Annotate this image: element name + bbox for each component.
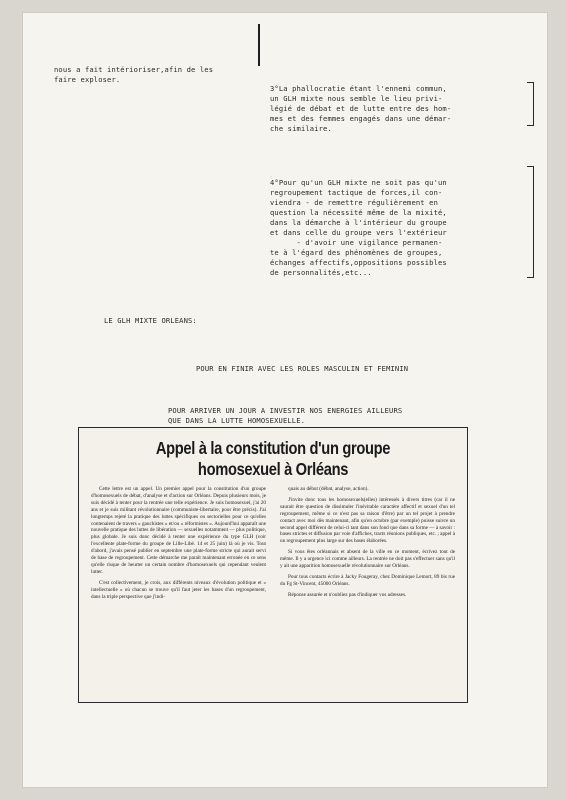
clipping-paragraph: Cette lettre est un appel. Un premier appel pour la constitution d'un groupe d'homosexuels de débat, d'analyse et d'action sur Orléans. Depuis plusieurs mois, je suis décidé à tenter pour la rentrée une telle expérience. Je suis homosexuel, j'ai 20 ans et je suis militant révolutionnaire (communiste-libertaire, pour être précis). J'ai longtemps rejeté la pratique des luttes spécifiques ou sectorielles pour ce qu'elles contenaient de travers « gauchistes » et/ou « réformistes ». Aujourd'hui apparaît une nouvelle pratique des luttes de libération — sexuelles notamment — plus politique, plus globale. Je suis donc décidé à tenter une expérience du type GLH (voir l'excellente plate-forme du groupe de Lille-Libé. 14 et 25 juin) là où je vis. Tout d'abord, j'avais pensé publier en septembre une plate-forme stricte qui aurait servi de base de regroupement. Cette démarche me paraît maintenant erronée en ce sens qu'elle risque de heurter un certain nombre d'homosexuels qui cependant veulent lutter. bbox=[91, 486, 266, 575]
margin-bracket bbox=[527, 166, 534, 278]
typed-text-left: nous a fait intérioriser,afin de les faire exploser. bbox=[54, 65, 214, 84]
headline-line-1: Appel à la constitution d'un groupe bbox=[155, 438, 391, 458]
margin-bracket bbox=[527, 82, 534, 126]
group-signature bbox=[104, 296, 524, 446]
clipping-columns bbox=[91, 486, 455, 696]
typed-paragraph-4: 4°Pour qu'un GLH mixte ne soit pas qu'un regroupement tactique de forces,il con- viendra - de remettre régulièrement en question la nécessité même de la mixité, dans la démarche à l'intérieur du groupe et dans celle du groupe vers l'extérieur - d'avoir une vigilance permanen- te à l'égard des phénomènes de groupes, échanges affectifs,oppositions possibles de personnalités,etc... bbox=[270, 178, 447, 277]
clipping-headline bbox=[110, 438, 436, 480]
typed-text-right bbox=[270, 64, 532, 322]
clipping-column-right bbox=[280, 486, 455, 696]
clipping-paragraph: Pour tous contacts écrire à Jacky Fougeray, chez Dominique Lemort, 89 bis rue du Fg St-Vincent, 45000 Orléans. bbox=[280, 573, 455, 587]
slogan-2: POUR ARRIVER UN JOUR A INVESTIR NOS ENERGIES AILLEURS QUE DANS LA LUTTE HOMOSEXUELLE. bbox=[168, 406, 403, 425]
clipping-paragraph: J'invite donc tous les homosexuels(elles) intéressés à divers titres (car il ne saurait être question de dissimuler l'inévitable caractère affectif et sexuel d'un tel regroupement, même si ce n'est pas sa raison d'être) par un tel projet à prendre contact avec moi dès maintenant, afin qu'en octobre (par exemple) puisse suivre un second appel différent de celui-ci tant dans son fond que dans sa forme — à savoir : bases strictes et diffusion par voie d'affiches, tracts réunions publiques, etc. ; appel à un regroupement plus large sur des bases élaborées. bbox=[280, 496, 455, 545]
clipping-paragraph: C'est collectivement, je crois, aux différents niveaux d'évolution politique et « intellectuelle » où chacun se trouve qu'il faut jeter les bases d'un regroupement, dans la triple perspective que j'indi- bbox=[91, 579, 266, 600]
clipping-paragraph: quais au début (débat, analyse, action). bbox=[288, 486, 369, 492]
signature-heading: LE GLH MIXTE ORLEANS: bbox=[104, 316, 197, 325]
clipping-paragraph: Si vous êtes orléannais et absent de la ville en ce moment, écrivez tout de même. Il y a urgence ici comme ailleurs. La rentrée ne doit pas s'effectuer sans qu'il y ait une apparition homosexuelle révolutionnaire sur Orléans. bbox=[280, 549, 455, 570]
headline-line-2: homosexuel à Orléans bbox=[197, 459, 349, 479]
scanned-page bbox=[22, 12, 548, 788]
clipping-paragraph: Réponse assurée et n'oubliez pas d'indiquer vos adresses. bbox=[288, 591, 407, 598]
vertical-divider bbox=[258, 24, 260, 66]
typed-paragraph-3: 3°La phallocratie étant l'ennemi commun, un GLH mixte nous semble le lieu privi- légié de débat et de lutte entre des hom- mes et des femmes engagés dans une démar- che similaire. bbox=[270, 84, 452, 133]
newspaper-clipping bbox=[78, 427, 468, 703]
slogan-1: POUR EN FINIR AVEC LES ROLES MASCULIN ET FEMININ bbox=[196, 364, 409, 373]
clipping-column-left bbox=[91, 486, 266, 696]
